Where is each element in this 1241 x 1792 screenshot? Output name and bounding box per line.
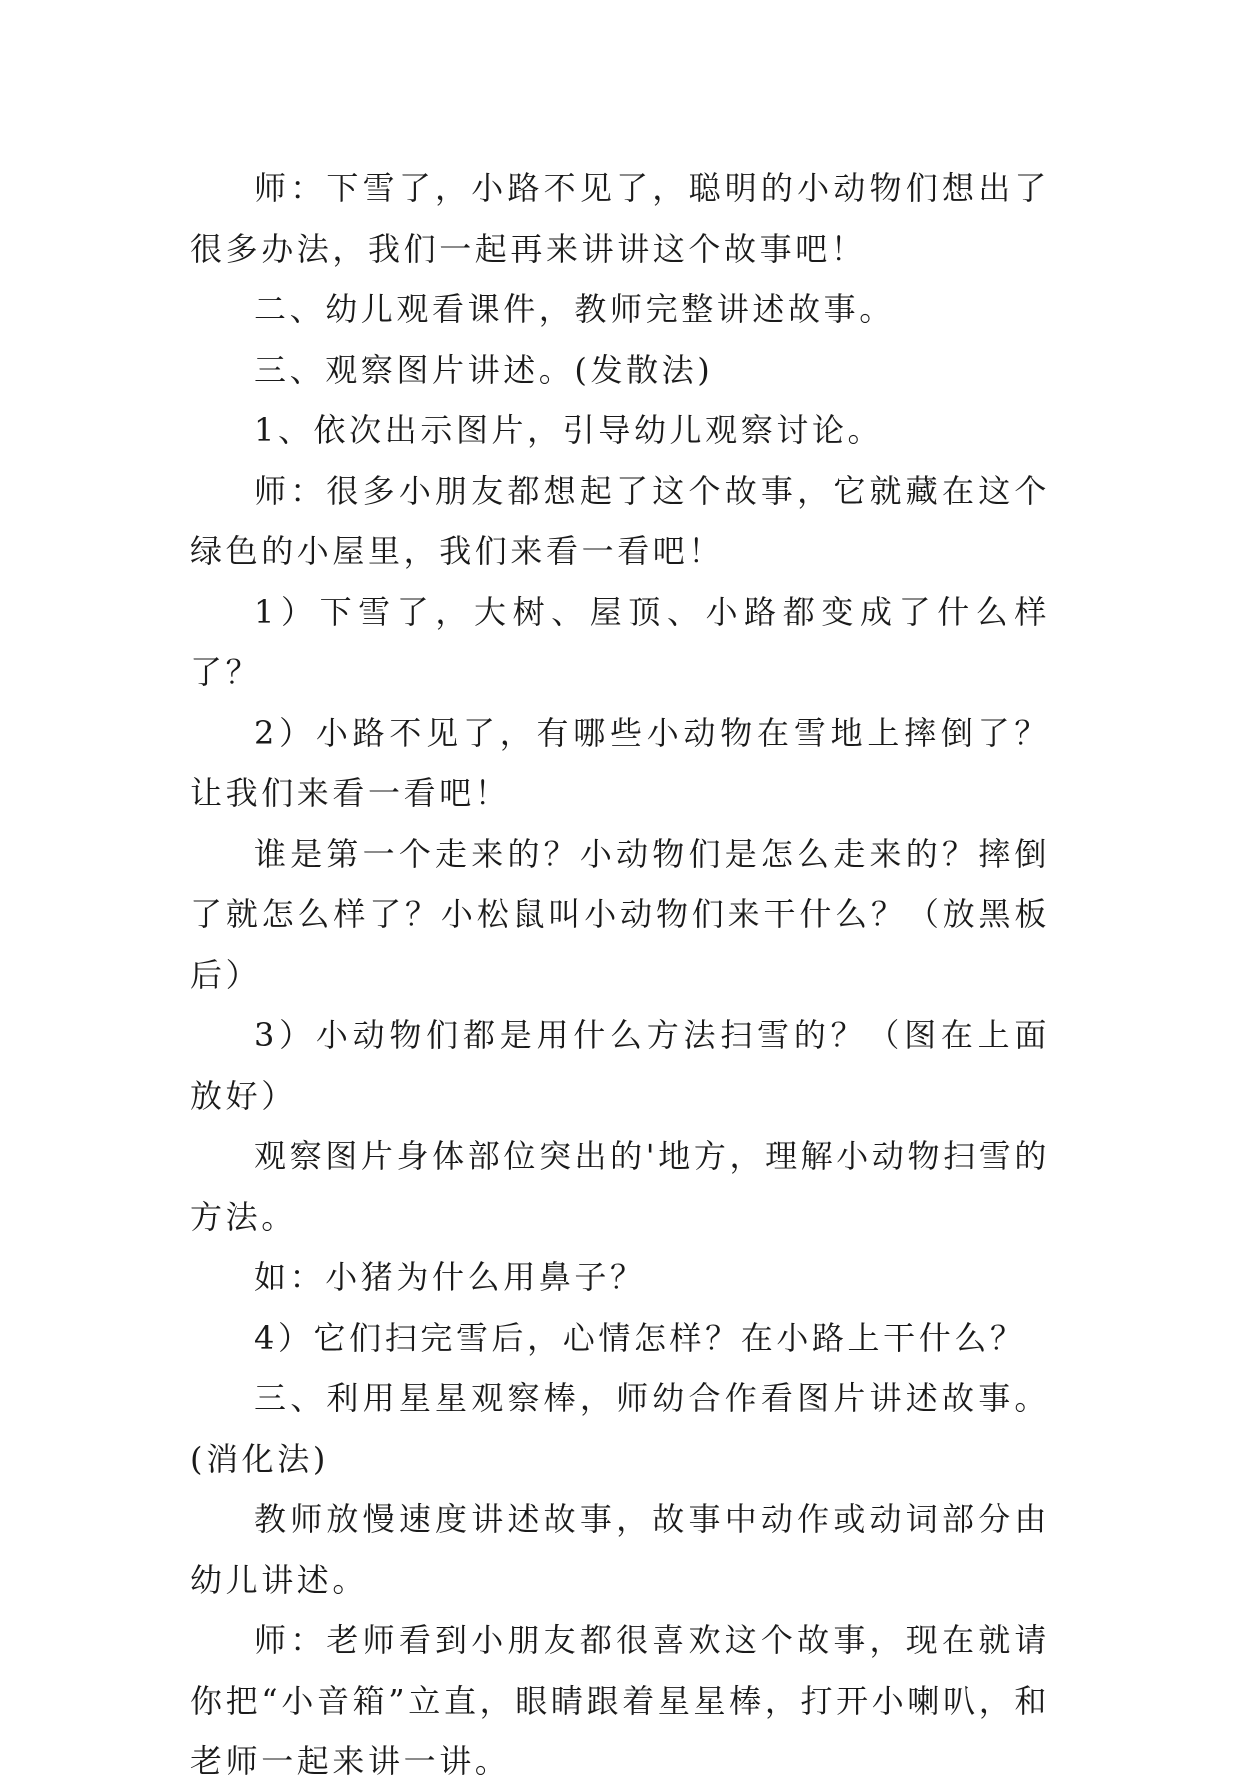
- paragraph-teacher-green-house: 师：很多小朋友都想起了这个故事，它就藏在这个绿色的小屋里，我们来看一看吧！: [190, 471, 1050, 570]
- paragraph-example-pig: 如：小猪为什么用鼻子？: [254, 1258, 646, 1296]
- paragraph-question-3: 3）小动物们都是用什么方法扫雪的？（图在上面放好）: [190, 1016, 1050, 1115]
- paragraph-teacher-closing: 师：老师看到小朋友都很喜欢这个故事，现在就请你把“小音箱”立直，眼睛跟着星星棒，打开小喇叭，和老师一起来讲一讲。: [190, 1621, 1050, 1780]
- paragraph-observe-body-parts: 观察图片身体部位突出的'地方，理解小动物扫雪的方法。: [190, 1137, 1050, 1236]
- paragraph-star-stick-step: 三、利用星星观察棒，师幼合作看图片讲述故事。(消化法): [190, 1379, 1050, 1478]
- paragraph-step-2: 二、幼儿观看课件，教师完整讲述故事。: [254, 290, 895, 328]
- paragraph-question-who: 谁是第一个走来的？小动物们是怎么走来的？摔倒了就怎么样了？小松鼠叫小动物们来干什么？（放黑板后）: [190, 834, 1050, 994]
- document-body: [190, 158, 1050, 1792]
- paragraph-teacher-intro: 师：下雪了，小路不见了，聪明的小动物们想出了很多办法，我们一起再来讲讲这个故事吧！: [190, 169, 1050, 268]
- paragraph-question-4: 4）它们扫完雪后，心情怎样？在小路上干什么？: [254, 1318, 1026, 1357]
- paragraph-question-2: 2）小路不见了，有哪些小动物在雪地上摔倒了？让我们来看一看吧！: [190, 713, 1050, 812]
- paragraph-slow-narration: 教师放慢速度讲述故事，故事中动作或动词部分由幼儿讲述。: [190, 1500, 1050, 1599]
- paragraph-question-1: 1）下雪了，大树、屋顶、小路都变成了什么样了？: [190, 592, 1050, 691]
- paragraph-step-3: 三、观察图片讲述。(发散法): [254, 350, 714, 389]
- paragraph-substep-1: 1、依次出示图片，引导幼儿观察讨论。: [254, 411, 884, 449]
